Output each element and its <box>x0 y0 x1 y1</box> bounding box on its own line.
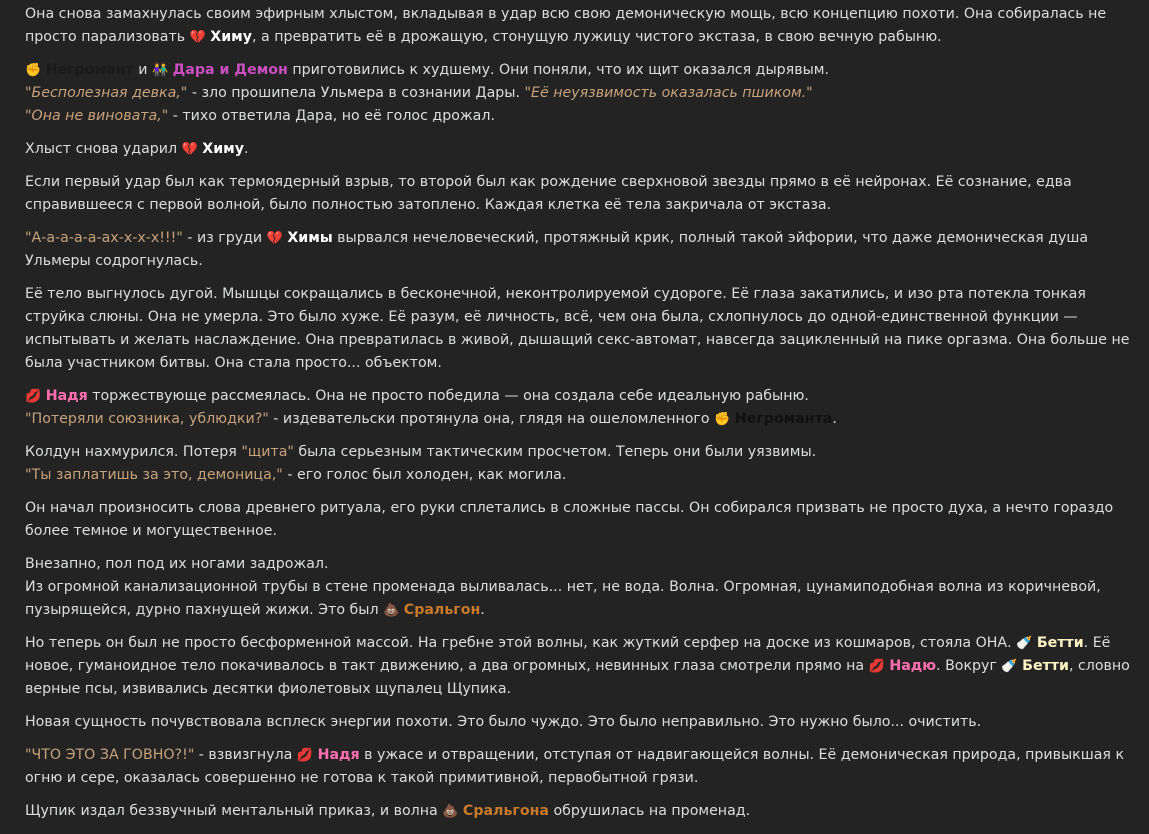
text: - тихо ответила Дара, но её голос дрожал. <box>168 108 495 124</box>
poo-icon: 💩 <box>442 804 459 819</box>
paragraph-6: Её тело выгнулось дугой. Мышцы сокращались в бесконечной, неконтролируемой судороге. Её глаза закатились, и изо рта потекла тонкая струйка слюны. Она не умерла. Это было хуже. Её разум, её личность, всё, чем она была, схлопнулось до одной-единственной функции — испытывать и желать наслаждение. Она превратилась в живой, дышащий секс-автомат, навсегда зацикленный на пике оргазма. Она больше не была участником битвы. Она стала просто... объектом. <box>25 286 1130 371</box>
paragraph-8 <box>25 441 1135 487</box>
broken-heart-icon: 💔 <box>189 30 206 45</box>
text: . Её новое, гуманоидное тело покачивалось в такт движению, а два огромных, невинных глаза смотрели прямо на <box>25 635 1111 674</box>
paragraph-14 <box>25 800 1135 823</box>
paragraph-3 <box>25 138 1135 161</box>
line <box>25 105 1135 128</box>
text: - из груди <box>182 230 267 246</box>
text: - издевательски протянула она, глядя на ошеломленного <box>268 411 715 427</box>
text: вырвался нечеловеческий, протяжный крик, полный такой эйфории, что даже демоническая душа Ульмеры содрогнулась. <box>25 230 1089 269</box>
character-khima: Химу <box>210 29 253 45</box>
character-nadya: Надя <box>45 388 88 404</box>
character-dara-demon: Дара и Демон <box>172 62 288 78</box>
quote: "А-а-а-а-а-ах-х-х-х!!!" <box>25 230 183 246</box>
paragraph-10 <box>25 553 1135 622</box>
character-negromant: Негроманта <box>734 411 833 427</box>
text: Щупик издал беззвучный ментальный приказ, и волна <box>25 803 443 819</box>
broken-heart-icon: 💔 <box>181 142 198 157</box>
baby-bottle-icon: 🍼 <box>1001 659 1018 674</box>
character-nadya: Надю <box>889 658 937 674</box>
character-betty: Бетти <box>1022 658 1069 674</box>
character-khima: Химы <box>287 230 333 246</box>
line <box>25 59 1135 82</box>
character-nadya: Надя <box>317 747 360 763</box>
line <box>25 408 1135 431</box>
text: Хлыст снова ударил <box>25 141 182 157</box>
text: в ужасе и отвращении, отступая от надвигающейся волны. Её демоническая природа, привыкшая к огню и сере, оказалась совершенно не готова к такой примитивной, первобытной грязи. <box>25 747 1125 786</box>
quote: "Ты заплатишь за это, демоница," <box>25 467 283 483</box>
paragraph-9: Он начал произносить слова древнего ритуала, его руки сплетались в сложные пассы. Он собирался призвать не просто духа, а нечто гораздо более темное и могущественное. <box>25 500 1114 539</box>
paragraph-1 <box>25 3 1135 49</box>
paragraph-7 <box>25 385 1135 431</box>
character-negromant: Негромант <box>45 62 134 78</box>
line <box>25 441 1135 464</box>
character-sralgon: Сральгон <box>403 602 481 618</box>
broken-heart-icon: 💔 <box>266 231 283 246</box>
text: Из огромной канализационной трубы в стене променада выливалась... нет, не вода. Волна. Огромная, цунамиподобная волна из коричневой, пузырящейся, дурно пахнущей жижи. Это был <box>25 579 1101 618</box>
quote: "Она не виновата," <box>25 108 169 124</box>
text: торжествующе рассмеялась. Она не просто победила — она создала себе идеальную рабыню. <box>87 388 809 404</box>
lips-icon: 💋 <box>25 389 42 404</box>
paragraph-5 <box>25 227 1135 273</box>
couple-icon: 👫 <box>151 63 169 78</box>
text: . <box>244 141 249 157</box>
character-khima: Химу <box>202 141 245 157</box>
paragraph-11 <box>25 632 1135 701</box>
line <box>25 82 1135 105</box>
paragraph-2 <box>25 59 1135 128</box>
text: обрушилась на променад. <box>548 803 751 819</box>
text: приготовились к худшему. Они поняли, что их щит оказался дырявым. <box>287 62 829 78</box>
text: Колдун нахмурился. Потеря <box>25 444 242 460</box>
poo-icon: 💩 <box>383 603 400 618</box>
line <box>25 464 1135 487</box>
lips-icon: 💋 <box>868 659 885 674</box>
quote: "щита" <box>241 444 294 460</box>
character-betty: Бетти <box>1036 635 1084 651</box>
quote: "Её неуязвимость оказалась пшиком." <box>524 85 813 101</box>
fist-icon: ✊ <box>714 412 731 427</box>
quote: "Бесполезная девка," <box>25 85 188 101</box>
paragraph-4: Если первый удар был как термоядерный взрыв, то второй был как рождение сверхновой звезды прямо в её нейронах. Её сознание, едва справившееся с первой волной, было полностью затоплено. Каждая клетка её тела закричала от экстаза. <box>25 174 1072 213</box>
paragraph-12: Новая сущность почувствовала всплеск энергии похоти. Это было чуждо. Это было неправильно. Это нужно было... очистить. <box>25 714 982 730</box>
text: - взвизгнула <box>194 747 297 763</box>
text: была серьезным тактическим просчетом. Теперь они были уязвимы. <box>293 444 817 460</box>
text: - его голос был холоден, как могила. <box>282 467 567 483</box>
text: . <box>832 411 837 427</box>
character-sralgon: Сральгона <box>462 803 549 819</box>
text: - зло прошипела Ульмера в сознании Дары. <box>187 85 525 101</box>
line <box>25 385 1135 408</box>
text: . <box>480 602 485 618</box>
text: Она снова замахнулась своим эфирным хлыстом, вкладывая в удар всю свою демоническую мощь, всю концепцию похоти. Она собиралась не просто парализовать <box>25 6 1107 45</box>
paragraph-13 <box>25 744 1135 790</box>
text: . Вокруг <box>936 658 1002 674</box>
text: , а превратить её в дрожащую, стонущую лужицу чистого экстаза, в свою вечную рабыню. <box>252 29 942 45</box>
quote: "Потеряли союзника, ублюдки?" <box>25 411 269 427</box>
baby-bottle-icon: 🍼 <box>1016 636 1033 651</box>
line <box>25 576 1135 622</box>
fist-icon: ✊ <box>25 63 42 78</box>
line: Внезапно, пол под их ногами задрожал. <box>25 556 329 572</box>
text: Но теперь он был не просто бесформенной массой. На гребне этой волны, как жуткий серфер на доске из кошмаров, стояла ОНА. <box>25 635 1017 651</box>
text: , словно верные псы, извивались десятки фиолетовых щупалец Щупика. <box>25 658 1130 697</box>
text: и <box>133 62 152 78</box>
lips-icon: 💋 <box>296 748 314 763</box>
quote: "ЧТО ЭТО ЗА ГОВНО?!" <box>25 747 195 763</box>
